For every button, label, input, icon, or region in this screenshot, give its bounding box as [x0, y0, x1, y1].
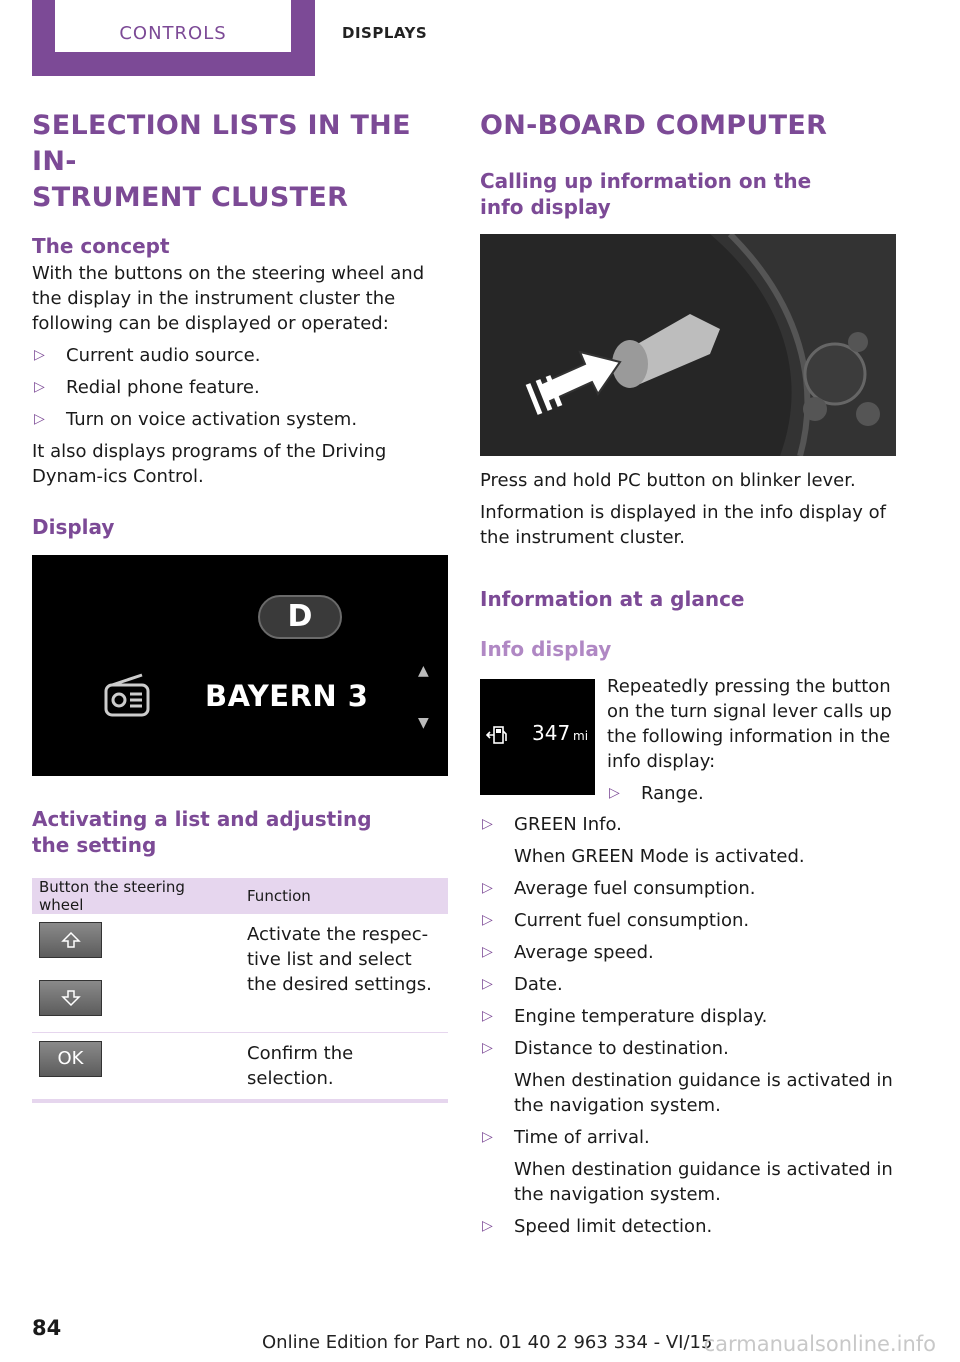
tab-controls[interactable]: [32, 0, 315, 76]
arrow-up-outline-icon: [61, 932, 81, 948]
ok-button: OK: [39, 1041, 102, 1077]
concept-text: With the buttons on the steering wheel and the display in the instrument cluster the following can be displayed or operated:: [32, 263, 425, 334]
concept-list: [32, 343, 450, 432]
triangle-bullet-icon: ▷: [34, 379, 45, 395]
list-item: ▷ Current audio source.: [34, 345, 261, 366]
list-item: ▷ Range.: [609, 783, 704, 804]
arrow-up-icon: ▲: [418, 663, 429, 679]
triangle-bullet-icon: ▷: [609, 785, 620, 801]
blinker-lever-illustration: [480, 234, 896, 456]
info-display-block: [480, 676, 896, 819]
info-display-image: [480, 679, 595, 795]
table-header-function: Function: [240, 878, 448, 914]
table-header-row: [32, 878, 448, 914]
list-item: ▷ Average fuel consumption.: [482, 878, 756, 899]
row1-function: Activate the respec-tive list and select the desired settings.: [247, 924, 432, 995]
triangle-bullet-icon: ▷: [482, 1218, 493, 1234]
edition-footer: Online Edition for Part no. 01 40 2 963 334 - VI/15: [262, 1332, 713, 1353]
list-item: ▷ Speed limit detection.: [482, 1216, 713, 1237]
section-title-onboard-computer: ON-BOARD COMPUTER: [480, 110, 828, 141]
triangle-bullet-icon: ▷: [482, 880, 493, 896]
table-row: [32, 914, 448, 1032]
list-item: ▷ Redial phone feature.: [34, 377, 260, 398]
table-header-button: Button the steering wheel: [32, 878, 240, 914]
list-item: ▷ Date.: [482, 974, 563, 995]
repeat-press-text: Repeatedly pressing the button on the turn signal lever calls up the following information in the info display:: [607, 676, 892, 772]
row2-function: Confirm the selection.: [247, 1042, 354, 1089]
triangle-bullet-icon: ▷: [482, 1129, 493, 1145]
list-item: ▷ Engine temperature display.: [482, 1006, 768, 1027]
right-column: [480, 108, 896, 1239]
gear-indicator: D: [258, 595, 342, 639]
instrument-display-image: [32, 555, 448, 776]
triangle-bullet-icon: ▷: [482, 944, 493, 960]
station-name: BAYERN 3: [205, 679, 369, 713]
list-item-note: When destination guidance is activated in the navigation system.: [514, 1159, 893, 1205]
list-item: ▷ Average speed.: [482, 942, 654, 963]
triangle-bullet-icon: ▷: [34, 347, 45, 363]
heading-activating-list: Activating a list and adjusting the setting: [32, 807, 372, 857]
info-displayed-text: Information is displayed in the info display of the instrument cluster.: [480, 502, 887, 548]
arrow-down-icon: ▼: [418, 715, 429, 731]
tab-controls-label: CONTROLS: [55, 0, 291, 52]
arrow-down-outline-icon: [61, 990, 81, 1006]
blinker-lever-photo: [480, 234, 896, 456]
triangle-bullet-icon: ▷: [482, 976, 493, 992]
info-list: [480, 812, 896, 837]
list-item: ▷ Distance to destination.: [482, 1038, 729, 1059]
watermark: carmanualsonline.info: [703, 1332, 936, 1356]
list-item-note: When destination guidance is activated in the navigation system.: [514, 1070, 893, 1116]
concept-note: It also displays programs of the Driving Dynam-ics Control.: [32, 441, 387, 487]
range-value: 347: [532, 721, 571, 745]
triangle-bullet-icon: ▷: [34, 411, 45, 427]
list-item: ▷ GREEN Info.: [482, 814, 622, 835]
heading-the-concept: The concept: [32, 234, 170, 258]
heading-information-glance: Information at a glance: [480, 587, 745, 611]
list-item: ▷ Current fuel consumption.: [482, 910, 750, 931]
button-function-table: [32, 878, 448, 1103]
radio-icon: [104, 673, 152, 719]
steering-down-button: [39, 980, 102, 1016]
triangle-bullet-icon: ▷: [482, 1008, 493, 1024]
table-row: [32, 1032, 448, 1101]
list-item: ▷ Turn on voice activation system.: [34, 409, 358, 430]
heading-calling-up-info: Calling up information on the info display: [480, 169, 812, 219]
section-title-selection-lists: SELECTION LISTS IN THE IN- STRUMENT CLUSTER: [32, 110, 411, 213]
steering-up-button: [39, 922, 102, 958]
triangle-bullet-icon: ▷: [482, 1040, 493, 1056]
heading-info-display: Info display: [480, 637, 612, 661]
page-number: 84: [32, 1316, 62, 1340]
list-item: ▷ Time of arrival.: [482, 1127, 650, 1148]
press-hold-text: Press and hold PC button on blinker lever.: [480, 470, 856, 491]
fuel-pump-icon: [486, 725, 508, 745]
triangle-bullet-icon: ▷: [482, 912, 493, 928]
heading-display: Display: [32, 515, 115, 539]
list-item-note: When GREEN Mode is activated.: [514, 846, 805, 867]
range-unit: mi: [573, 729, 589, 743]
triangle-bullet-icon: ▷: [482, 816, 493, 832]
tab-displays[interactable]: DISPLAYS: [342, 24, 428, 42]
left-column: [32, 108, 450, 1103]
